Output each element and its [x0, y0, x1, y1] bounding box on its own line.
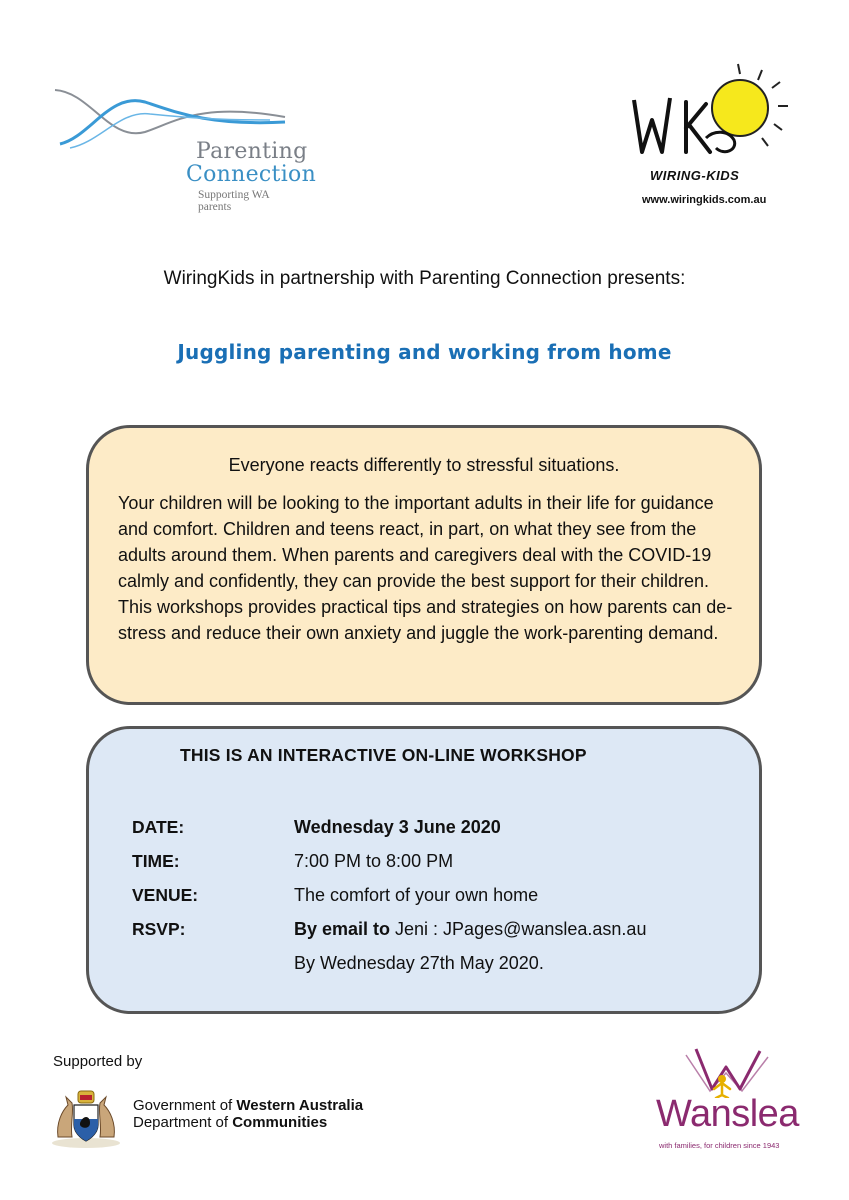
date-value: Wednesday 3 June 2020	[294, 817, 501, 837]
parenting-connection-logo	[50, 82, 317, 213]
time-label: TIME:	[132, 851, 180, 871]
venue-label: VENUE:	[132, 885, 199, 905]
wa-government-crest-icon	[50, 1087, 122, 1149]
time-value: 7:00 PM to 8:00 PM	[294, 851, 454, 871]
description-box	[86, 425, 762, 705]
intro-text: WiringKids in partnership with Parenting Connection presents:	[163, 268, 686, 289]
government-prefix: Government of	[133, 1097, 237, 1114]
department-prefix: Department of	[133, 1114, 233, 1131]
rsvp-prefix: By email to	[294, 919, 391, 939]
parenting-connection-word1: Parenting	[196, 139, 308, 164]
wanslea-name: Wanslea	[656, 1093, 799, 1135]
description-paragraph: Your children will be looking to the important adults in their life for guidance and comfort. Children and teens react, in part, on what they see from the adults around them. When parents and caregivers deal with the COVID-19 calmly and confidently, they can provide the best support for their children. This workshops provides practical tips and strategies on how parents can de-stress and reduce their own anxiety and juggle the work-parenting demand.	[118, 493, 733, 643]
parenting-connection-word2: Connection	[186, 162, 317, 187]
department-name	[133, 1114, 327, 1131]
wanslea-logo	[656, 1043, 801, 1158]
department-title: Communities	[232, 1114, 328, 1131]
government-state: Western Australia	[236, 1097, 364, 1114]
description-lead: Everyone reacts differently to stressful situations.	[228, 455, 620, 475]
wiring-kids-logo	[628, 60, 798, 215]
rsvp-value	[294, 919, 646, 940]
venue-value: The comfort of your own home	[294, 885, 539, 905]
workshop-heading: THIS IS AN INTERACTIVE ON-LINE WORKSHOP	[180, 745, 587, 765]
government-name	[133, 1097, 363, 1114]
date-label: DATE:	[132, 817, 185, 837]
supported-by-label: Supported by	[53, 1053, 143, 1070]
workshop-details-box	[86, 726, 762, 1014]
wanslea-tagline: with families, for children since 1943	[659, 1141, 780, 1150]
wanslea-figures-icon	[656, 1043, 801, 1098]
page-title: Juggling parenting and working from home	[177, 340, 672, 364]
rsvp-deadline: By Wednesday 27th May 2020.	[294, 953, 544, 973]
wiring-kids-sun-icon	[628, 60, 798, 170]
rsvp-email-link[interactable]: Jeni : JPages@wanslea.asn.au	[390, 919, 647, 939]
wiring-kids-url: www.wiringkids.com.au	[642, 194, 767, 206]
parenting-connection-tagline: Supporting WA parents	[198, 189, 270, 213]
rsvp-label: RSVP:	[132, 919, 186, 939]
wiring-kids-name: WIRING-KIDS	[650, 168, 740, 183]
